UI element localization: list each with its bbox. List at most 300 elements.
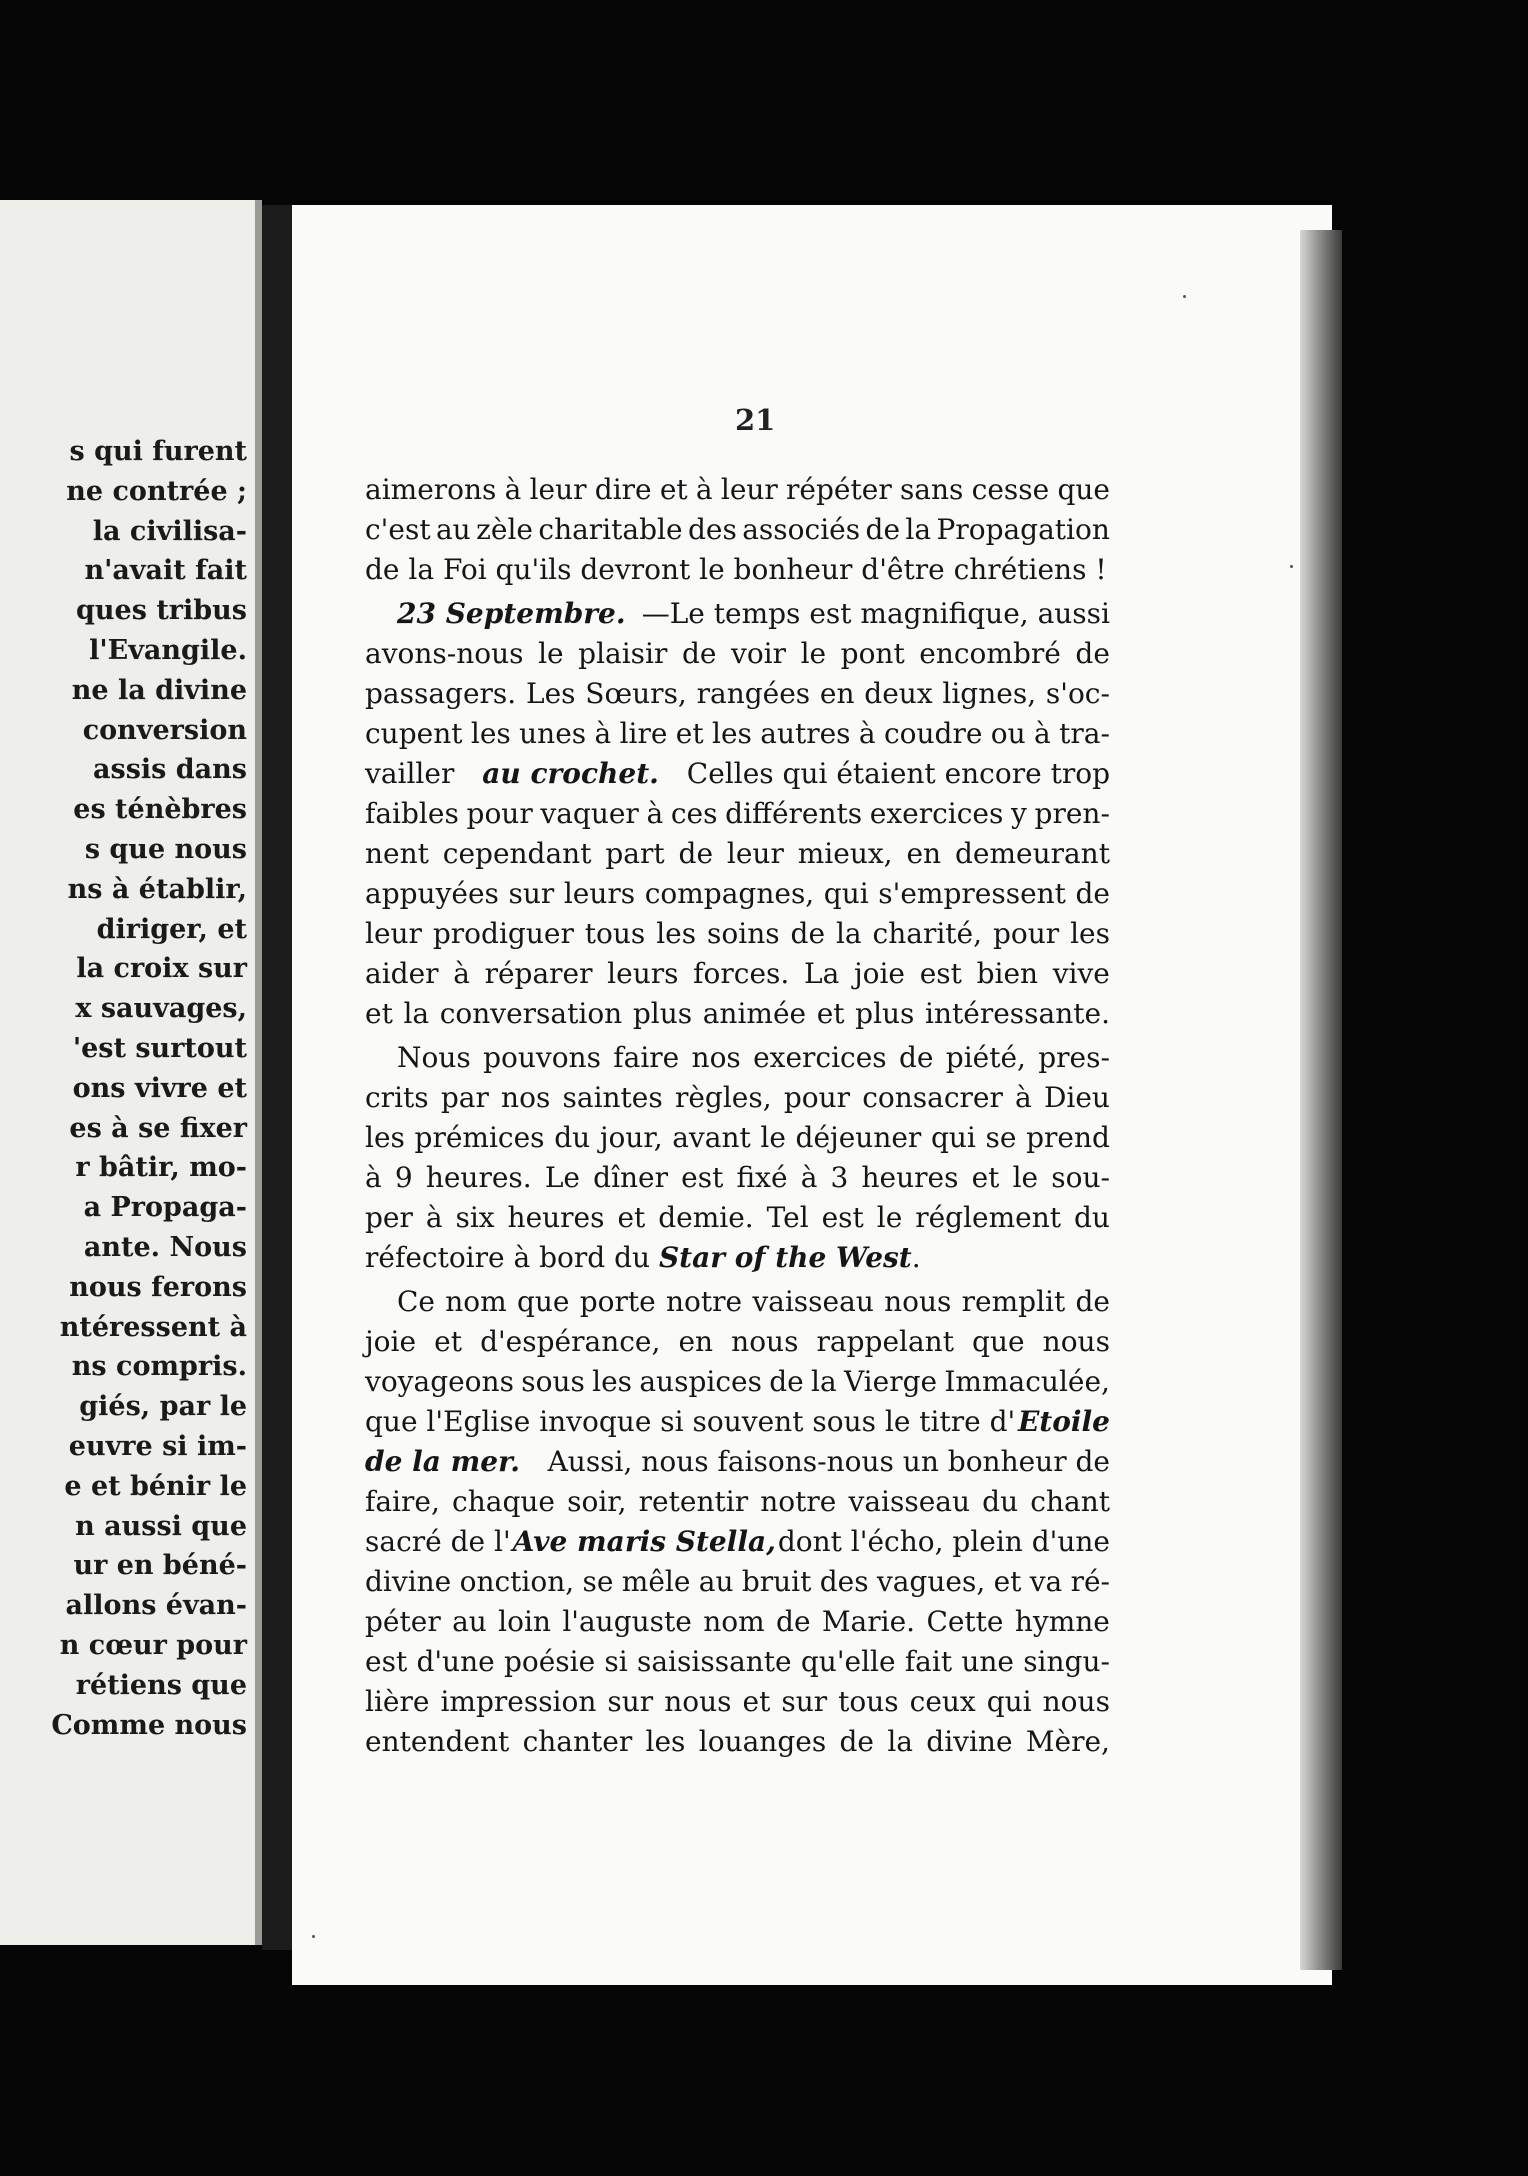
word: leur [365,917,422,950]
text-span: Celles qui étaient encore trop [686,757,1110,790]
word: le [800,637,827,670]
word: voyageons [365,1365,514,1398]
text-line [365,1682,1110,1722]
word: de [769,1365,804,1398]
word: vaquer [540,797,639,830]
text-line [365,954,1110,994]
word: avons-nous [365,637,524,670]
text-line [365,674,1110,714]
word: vaisseau [752,1285,874,1318]
word: et [993,1565,1022,1598]
word: appuyées [365,877,499,910]
word: coudre [883,717,983,750]
text-line [365,1362,1110,1402]
word: exercices [869,797,1004,830]
word: autres [760,717,851,750]
word: à [858,717,876,750]
left-text-line: a Propaga- [83,1192,247,1224]
word: dîner [593,1161,669,1194]
word: lière [365,1685,430,1718]
ship-name: Star of the West [658,1241,912,1274]
word: saisissante [636,1645,792,1678]
left-text-line: ante. Nous [83,1231,247,1263]
left-text-line: allons évan- [65,1590,247,1622]
word: notre [665,1285,743,1318]
word: encombré [919,637,1061,670]
word: faire [613,1041,680,1074]
word: est [821,1201,864,1234]
word: pour [466,797,533,830]
word: leur [529,473,587,506]
word: est [681,1161,724,1194]
word: les [645,1725,686,1758]
word: lire [619,717,668,750]
text-line [365,1442,1110,1482]
word: les [470,717,511,750]
word: prend [1026,1121,1110,1154]
word: nous [884,1285,952,1318]
word: une [961,1645,1014,1678]
word: plaisir [578,637,668,670]
word: associés [742,513,861,546]
word: à [425,1201,443,1234]
left-text-line: ons vivre et [72,1072,247,1104]
word: faibles [365,797,459,830]
word: et [971,1161,1000,1194]
word: à [504,473,522,506]
text-line [365,1322,1110,1362]
word: la [905,513,932,546]
word: sur [508,877,555,910]
word: y [1011,797,1027,830]
word: sur [781,1685,828,1718]
word: nous [1042,1325,1110,1358]
word: heures [861,1161,959,1194]
text-span: dont l'écho, plein d'une [777,1525,1110,1558]
word: et [742,1685,771,1718]
text-line [365,1722,1110,1762]
word: que [972,1325,1025,1358]
word: compagnes, [644,877,815,910]
word: fixé [736,1161,788,1194]
text-line: de la Foi qu'ils devront le bonheur d'être chrétiens ! [365,553,1107,586]
word: de [776,1605,811,1638]
word: s'oc- [1045,677,1110,710]
word: se [985,1121,1017,1154]
word: charitable [538,513,683,546]
word: les [592,1365,633,1398]
word: réparer [484,957,593,990]
word: c'est [365,513,431,546]
left-text-line: l'Evangile. [89,634,247,666]
word: du [1073,1201,1110,1234]
word: en [678,1325,714,1358]
word: est [365,1645,408,1678]
word: différents [725,797,863,830]
left-text-line: ne contrée ; [66,475,247,507]
left-text-line: ques tribus [76,595,247,627]
word: et [816,997,845,1030]
word: pont [840,637,905,670]
left-text-line: es à se fixer [69,1112,247,1144]
word: entendent [365,1725,510,1758]
word: loin [498,1605,551,1638]
word: règles, [674,1081,772,1114]
word: soins [707,917,780,950]
word: de [790,917,826,950]
word: d'une [416,1645,495,1678]
word: les [711,717,752,750]
word: heures. [425,1161,532,1194]
word: mieux, [797,837,893,870]
word: si [604,1645,628,1678]
word: à [453,957,470,990]
left-text-line: ntéressent à [59,1311,247,1343]
word: conversation [439,997,623,1030]
word: la [811,1365,837,1398]
text-span: vailler [365,757,455,790]
word: forces. [693,957,790,990]
word: six [455,1201,495,1234]
word: Marie. [821,1605,916,1638]
word: l'auguste [562,1605,692,1638]
word: tous [838,1685,899,1718]
word: nos [501,1081,551,1114]
word: vagues, [876,1565,986,1598]
italic-phrase: Etoile [1017,1405,1110,1438]
word: pour [992,917,1060,950]
text-line [365,714,1110,754]
left-text-line: euvre si im- [68,1430,247,1462]
word: demie. [658,1201,754,1234]
word: demeurant [954,837,1110,870]
word: chant [1030,1485,1110,1518]
italic-phrase: de la mer. [365,1445,521,1478]
word: qui [823,877,869,910]
left-text-line: 'est surtout [72,1032,247,1064]
word: retentir [638,1485,749,1518]
word: que [1057,473,1110,506]
text-line [365,754,1110,794]
word: se [582,1565,614,1598]
word: péter [365,1605,441,1638]
word: pouvons [483,1041,601,1074]
word: par [440,1081,489,1114]
word: La [803,957,840,990]
text-line [365,1642,1110,1682]
word: onction, [459,1565,575,1598]
word: nous [664,1685,732,1718]
text-line [365,1482,1110,1522]
word: d'espérance, [480,1325,661,1358]
page-number: 21 [735,403,776,437]
word: de [681,637,717,670]
word: nos [691,1041,741,1074]
word: en [906,837,942,870]
left-text-line: e et bénir le [64,1470,247,1502]
word: zèle [476,513,533,546]
word: Tel [766,1201,809,1234]
word: le [1012,1161,1039,1194]
word: au [435,513,471,546]
word: à [1015,1081,1032,1114]
scan-speck [1290,565,1293,568]
page-edge [1300,230,1342,1970]
text-line [365,594,1110,634]
word: Sœurs, [585,677,687,710]
word: pres- [1038,1041,1110,1074]
word: soir, [567,1485,627,1518]
word: et [617,1201,646,1234]
word: bruit [741,1565,812,1598]
left-text-line: x sauvages, [75,993,247,1025]
left-text-line: la croix sur [76,953,247,985]
word: Propagation [936,513,1110,546]
word: leur [720,473,778,506]
left-page-text [51,432,247,1745]
word: Dieu [1043,1081,1110,1114]
text-line [365,914,1110,954]
text-span: . [911,1241,921,1274]
book-gutter [262,205,292,1950]
word: du [554,1121,591,1154]
word: la [835,917,862,950]
word: sou- [1051,1161,1110,1194]
word: les [656,917,697,950]
word: cesse [971,473,1050,506]
word: divine [365,1565,452,1598]
word: tous [584,917,646,950]
word: vive [1052,957,1110,990]
word: leurs [563,877,636,910]
word: auspices [639,1365,762,1398]
word: cependant [442,837,592,870]
word: Ce [397,1285,435,1318]
word: de [865,513,901,546]
word: faire, [365,1485,440,1518]
word: de [678,837,714,870]
word: le [538,637,564,670]
word: singu- [1023,1645,1110,1678]
text-line [365,1562,1110,1602]
left-text-line: r bâtir, mo- [75,1152,247,1184]
word: joie [365,1325,417,1358]
scan-speck [1183,295,1186,298]
left-page [0,200,255,1945]
word: ces [670,797,718,830]
word: des [687,513,737,546]
word: crits [365,1081,429,1114]
text-line [365,1158,1110,1198]
word: de [1075,877,1110,910]
word: va [1029,1565,1063,1598]
left-text-line: assis dans [93,754,247,786]
text-line [365,1038,1110,1078]
word: au [452,1605,487,1638]
text-line [365,1282,1110,1322]
word: chaque [452,1485,555,1518]
word: à [1034,717,1051,750]
text-line [365,1078,1110,1118]
word: s'empressent [878,877,1066,910]
left-text-line: giés, par le [79,1391,247,1423]
word: les [365,1121,405,1154]
word: de [1075,637,1110,670]
word: Nous [397,1041,471,1074]
word: pour [783,1081,851,1114]
word: tra- [1059,717,1110,750]
left-text-line: ur en béné- [73,1550,247,1582]
text-line [365,994,1110,1034]
word: ceux [909,1685,976,1718]
text-line [365,470,1110,510]
word: qui [986,1685,1032,1718]
word: de [1075,1285,1110,1318]
word: intéressante. [925,997,1110,1030]
word: au [698,1565,734,1598]
left-text-line: nous ferons [69,1271,247,1303]
word: les [1070,917,1110,950]
word: la [403,997,430,1030]
word: jour, [599,1121,663,1154]
text-span: —Le temps est magnifique, aussi [641,597,1110,630]
word: ou [990,717,1026,750]
word: hymne [1014,1605,1110,1638]
word: charité, [872,917,983,950]
word: sur [607,1685,654,1718]
word: joie [853,957,906,990]
word: consacrer [862,1081,1003,1114]
text-span: Aussi, nous faisons-nous un bonheur de [547,1445,1110,1478]
word: louanges [698,1725,827,1758]
word: Les [525,677,576,710]
left-text-line: ns à établir, [67,873,247,905]
word: qui [930,1121,976,1154]
text-line [365,1402,1110,1442]
book-spine [255,200,262,1945]
left-text-line: ne la divine [71,674,247,706]
word: 3 [830,1161,849,1194]
word: notre [760,1485,837,1518]
word: passagers. [365,677,517,710]
left-text-line: rétiens que [75,1669,247,1701]
text-line [365,874,1110,914]
word: à [646,797,664,830]
word: rappelant [816,1325,954,1358]
word: aider [365,957,439,990]
word: cupent [365,717,463,750]
word: répéter [786,473,892,506]
text-line [365,1602,1110,1642]
word: voir [731,637,787,670]
word: impression [440,1685,597,1718]
word: heures [507,1201,605,1234]
word: à [800,1161,818,1194]
word: porte [579,1285,656,1318]
word: et [365,997,393,1030]
word: Cette [926,1605,1004,1638]
text-span: que l'Eglise invoque si souvent sous le titre d' [365,1405,1016,1438]
text-span: sacré de l' [365,1525,511,1558]
text-line [365,1118,1110,1158]
word: à [594,717,612,750]
page-body [365,470,1110,1762]
left-text-line: ns compris. [71,1351,247,1383]
word: est [919,957,962,990]
left-text-line: n'avait fait [84,555,247,587]
word: qu'elle [800,1645,896,1678]
word: à [695,473,713,506]
left-text-line: n cœur pour [59,1629,247,1661]
word: nom [445,1285,507,1318]
word: Le [544,1161,580,1194]
text-line [365,1198,1110,1238]
left-text-line: s qui furent [69,436,247,467]
text-line [365,510,1110,550]
word: per [365,1201,413,1234]
word: leurs [607,957,679,990]
word: du [982,1485,1019,1518]
word: nom [703,1605,765,1638]
italic-phrase: Ave maris Stella, [512,1525,776,1558]
word: le [876,1201,903,1234]
word: Mère, [1025,1725,1110,1758]
diary-date: 23 Septembre. [397,597,626,630]
word: Vierge [843,1365,938,1398]
text-line [365,1522,1110,1562]
word: le [760,1121,786,1154]
word: pren- [1034,797,1110,830]
word: à [365,1161,382,1194]
word: saintes [562,1081,663,1114]
italic-phrase: au crochet. [482,757,659,790]
word: divine [926,1725,1013,1758]
word: de [839,1725,874,1758]
word: déjeuner [795,1121,922,1154]
word: nous [1042,1685,1110,1718]
word: unes [519,717,587,750]
word: lignes, [942,677,1037,710]
word: et [434,1325,462,1358]
word: aimerons [365,473,497,506]
word: dire [594,473,652,506]
word: animée [702,997,807,1030]
word: fait [904,1645,953,1678]
text-line [365,1238,1110,1278]
text-line [365,794,1110,834]
word: exercices [753,1041,887,1074]
word: piété, [945,1041,1026,1074]
left-text-line: conversion [82,714,247,746]
left-text-line: la civilisa- [92,515,247,547]
word: nent [365,837,429,870]
word: mêle [621,1565,691,1598]
word: que [516,1285,570,1318]
word: rangées [696,677,811,710]
word: de [898,1041,934,1074]
text-line [365,834,1110,874]
word: et [659,473,688,506]
text-span: réfectoire à bord du [365,1241,651,1274]
word: ré- [1070,1565,1110,1598]
word: et [675,717,704,750]
left-text-line: Comme nous [51,1709,247,1741]
left-text-line: n aussi que [75,1510,247,1542]
word: prémices [414,1121,545,1154]
word: prodiguer [432,917,574,950]
text-line [365,634,1110,674]
word: la [887,1725,913,1758]
